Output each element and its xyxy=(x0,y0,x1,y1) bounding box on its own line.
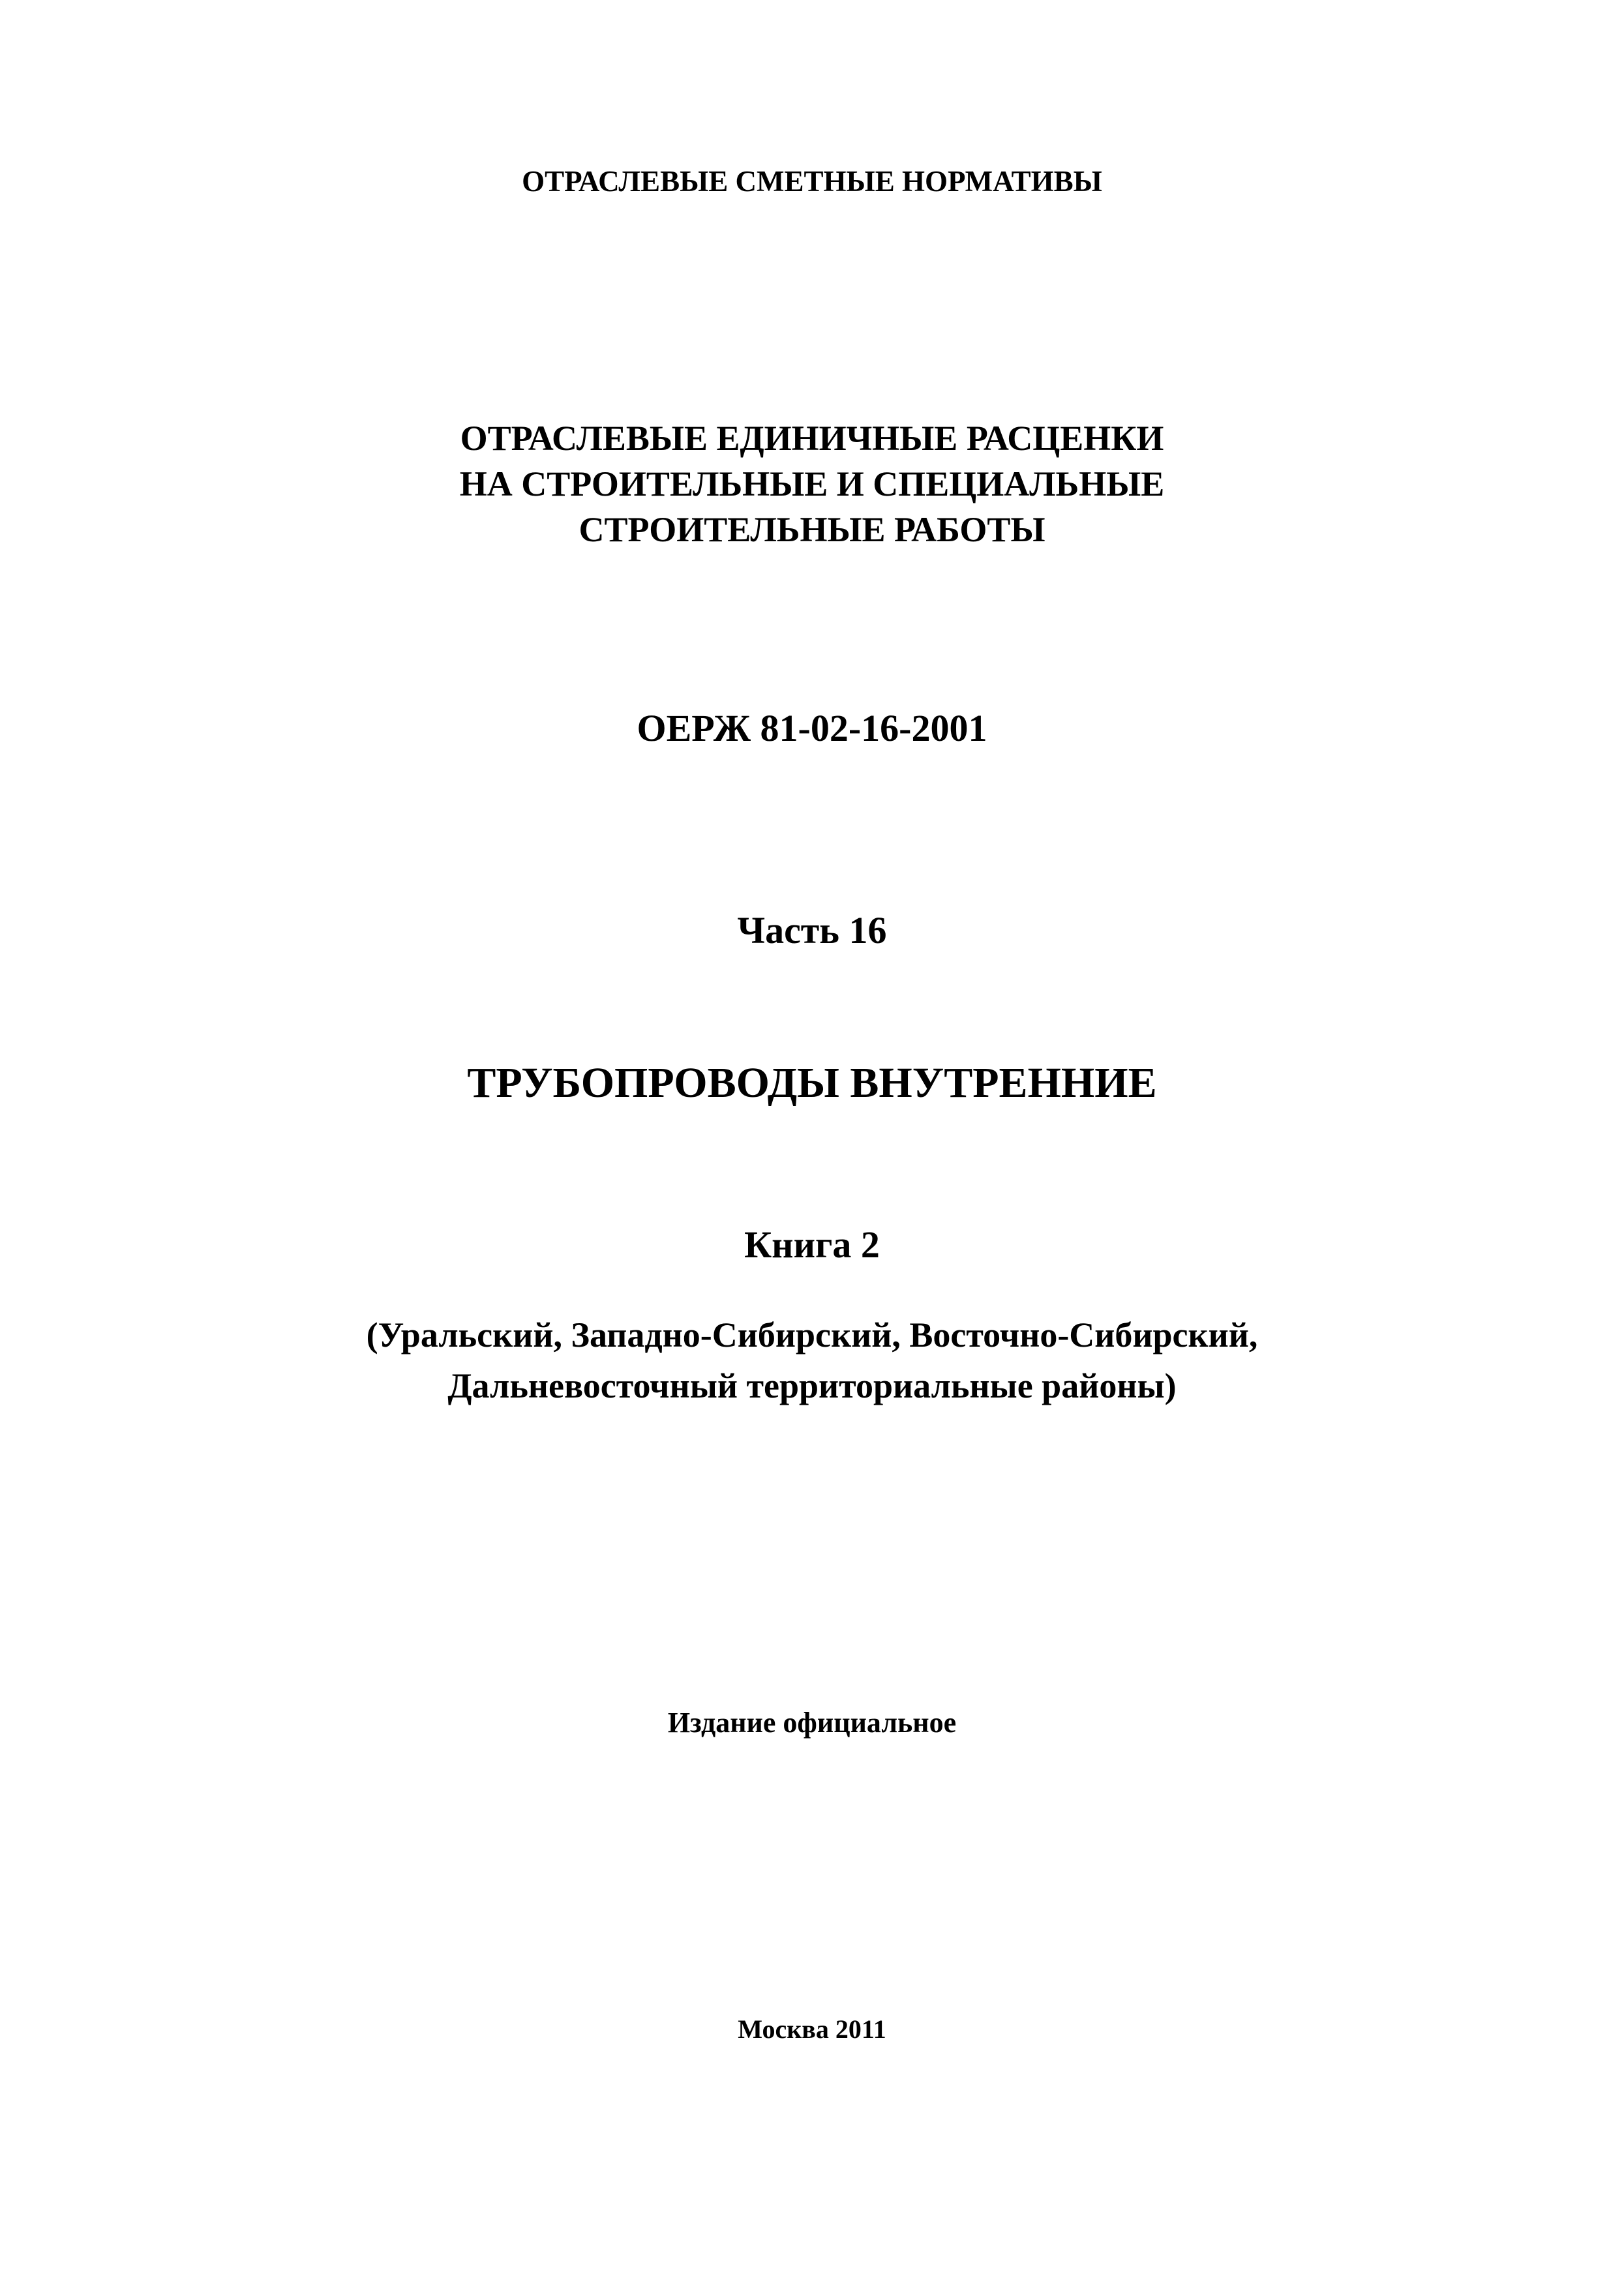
regions-line-1: (Уральский, Западно-Сибирский, Восточно-Сибирский, xyxy=(366,1315,1258,1354)
city-year: Москва 2011 xyxy=(738,2014,886,2044)
part-number: Часть 16 xyxy=(737,909,887,951)
regions-line-2: Дальневосточный территориальные районы) xyxy=(447,1366,1177,1405)
document-code: ОЕРЖ 81-02-16-2001 xyxy=(637,707,987,749)
document-title xyxy=(0,421,1624,558)
edition-label: Издание официальное xyxy=(667,1707,957,1739)
title-line-1: ОТРАСЛЕВЫЕ ЕДИНИЧНЫЕ РАСЦЕНКИ xyxy=(460,419,1164,458)
title-line-2: НА СТРОИТЕЛЬНЫЕ И СПЕЦИАЛЬНЫЕ xyxy=(459,464,1165,503)
series-heading: ОТРАСЛЕВЫЕ СМЕТНЫЕ НОРМАТИВЫ xyxy=(522,165,1102,198)
regions-note xyxy=(0,1317,1624,1419)
book-number: Книга 2 xyxy=(744,1223,880,1266)
subject-title: ТРУБОПРОВОДЫ ВНУТРЕННИЕ xyxy=(467,1059,1157,1107)
title-line-3: СТРОИТЕЛЬНЫЕ РАБОТЫ xyxy=(579,510,1045,549)
